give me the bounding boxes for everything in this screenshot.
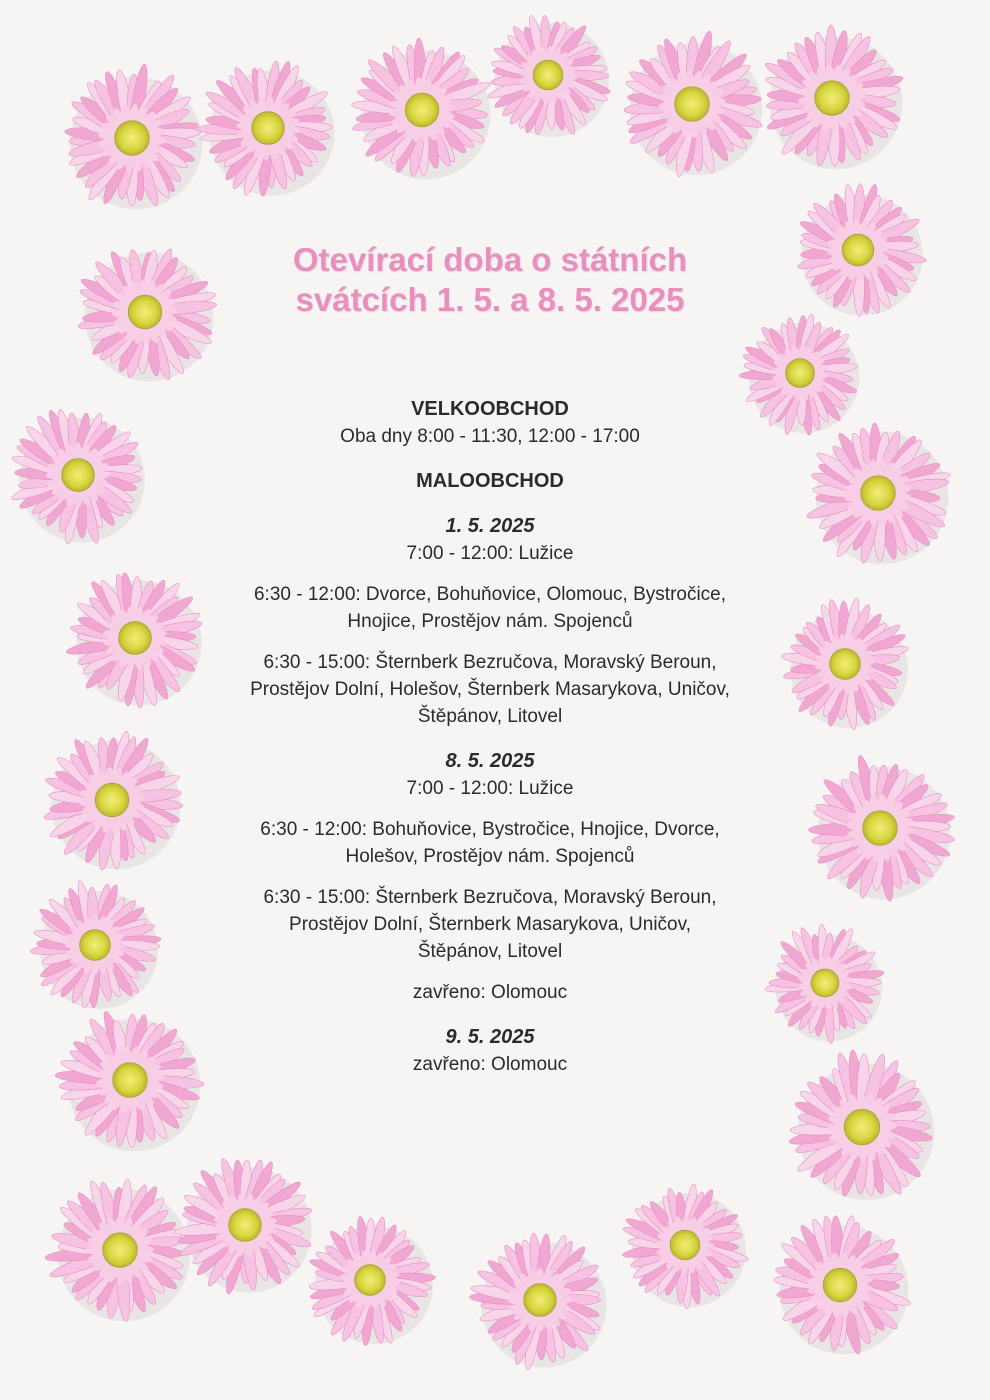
date-2: 8. 5. 2025 bbox=[445, 750, 535, 772]
day2-group-3-line-3: Štěpánov, Litovel bbox=[417, 941, 563, 962]
retail-heading: MALOOBCHOD bbox=[416, 470, 564, 492]
day2-group-2-line-2: Holešov, Prostějov nám. Spojenců bbox=[345, 846, 635, 867]
day1-group-2-line-1: 6:30 - 12:00: Dvorce, Bohuňovice, Olomouc, Bystročice, bbox=[253, 584, 727, 605]
flower bbox=[174, 1157, 313, 1296]
flower bbox=[788, 1049, 934, 1200]
day1-group-2-line-2: Hnojice, Prostějov nám. Spojenců bbox=[347, 611, 633, 632]
flower bbox=[805, 423, 952, 565]
wholesale-heading: VELKOOBCHOD bbox=[411, 398, 569, 420]
page-title bbox=[200, 240, 780, 320]
day1-group-1: 7:00 - 12:00: Lužice bbox=[406, 543, 574, 564]
flower bbox=[55, 1009, 205, 1151]
hours-body bbox=[200, 396, 780, 1078]
flower bbox=[763, 25, 905, 169]
flower bbox=[351, 38, 492, 179]
wholesale-hours: Oba dny 8:00 - 11:30, 12:00 - 17:00 bbox=[340, 426, 640, 447]
date-1: 1. 5. 2025 bbox=[445, 515, 535, 537]
flower bbox=[469, 1233, 606, 1371]
flower bbox=[65, 572, 203, 708]
title-line-2: svátcích 1. 5. a 8. 5. 2025 bbox=[295, 281, 685, 318]
flower bbox=[44, 1179, 190, 1322]
date-3: 9. 5. 2025 bbox=[445, 1026, 535, 1048]
flower bbox=[30, 879, 161, 1009]
day2-group-1: 7:00 - 12:00: Lužice bbox=[406, 778, 574, 799]
day1-group-3-line-3: Štěpánov, Litovel bbox=[417, 706, 563, 727]
flower bbox=[43, 730, 183, 871]
flower bbox=[781, 597, 910, 730]
flower bbox=[308, 1216, 435, 1346]
flower bbox=[622, 1183, 750, 1309]
day2-group-2-line-1: 6:30 - 12:00: Bohuňovice, Bystročice, Hnojice, Dvorce, bbox=[260, 819, 720, 840]
title-line-1: Otevírací doba o státních bbox=[292, 241, 688, 278]
day1-group-3-line-1: 6:30 - 15:00: Šternberk Bezručova, Moravský Beroun, bbox=[263, 652, 717, 673]
day3-closed: zavřeno: Olomouc bbox=[412, 1054, 568, 1075]
day2-group-3-line-2: Prostějov Dolní, Šternberk Masarykova, Uničov, bbox=[289, 914, 691, 935]
day2-group-3-line-1: 6:30 - 15:00: Šternberk Bezručova, Moravský Beroun, bbox=[263, 887, 717, 908]
flower bbox=[624, 30, 764, 178]
flower bbox=[10, 408, 145, 545]
flower bbox=[64, 63, 202, 209]
flower bbox=[77, 247, 217, 382]
flower bbox=[773, 1215, 912, 1356]
flower bbox=[764, 924, 885, 1044]
flower bbox=[486, 14, 611, 137]
flower bbox=[808, 754, 955, 902]
flower bbox=[197, 60, 334, 197]
day2-closed: zavřeno: Olomouc bbox=[412, 982, 568, 1003]
flower bbox=[796, 183, 927, 317]
day1-group-3-line-2: Prostějov Dolní, Holešov, Šternberk Masarykova, Uničov, bbox=[250, 679, 730, 700]
